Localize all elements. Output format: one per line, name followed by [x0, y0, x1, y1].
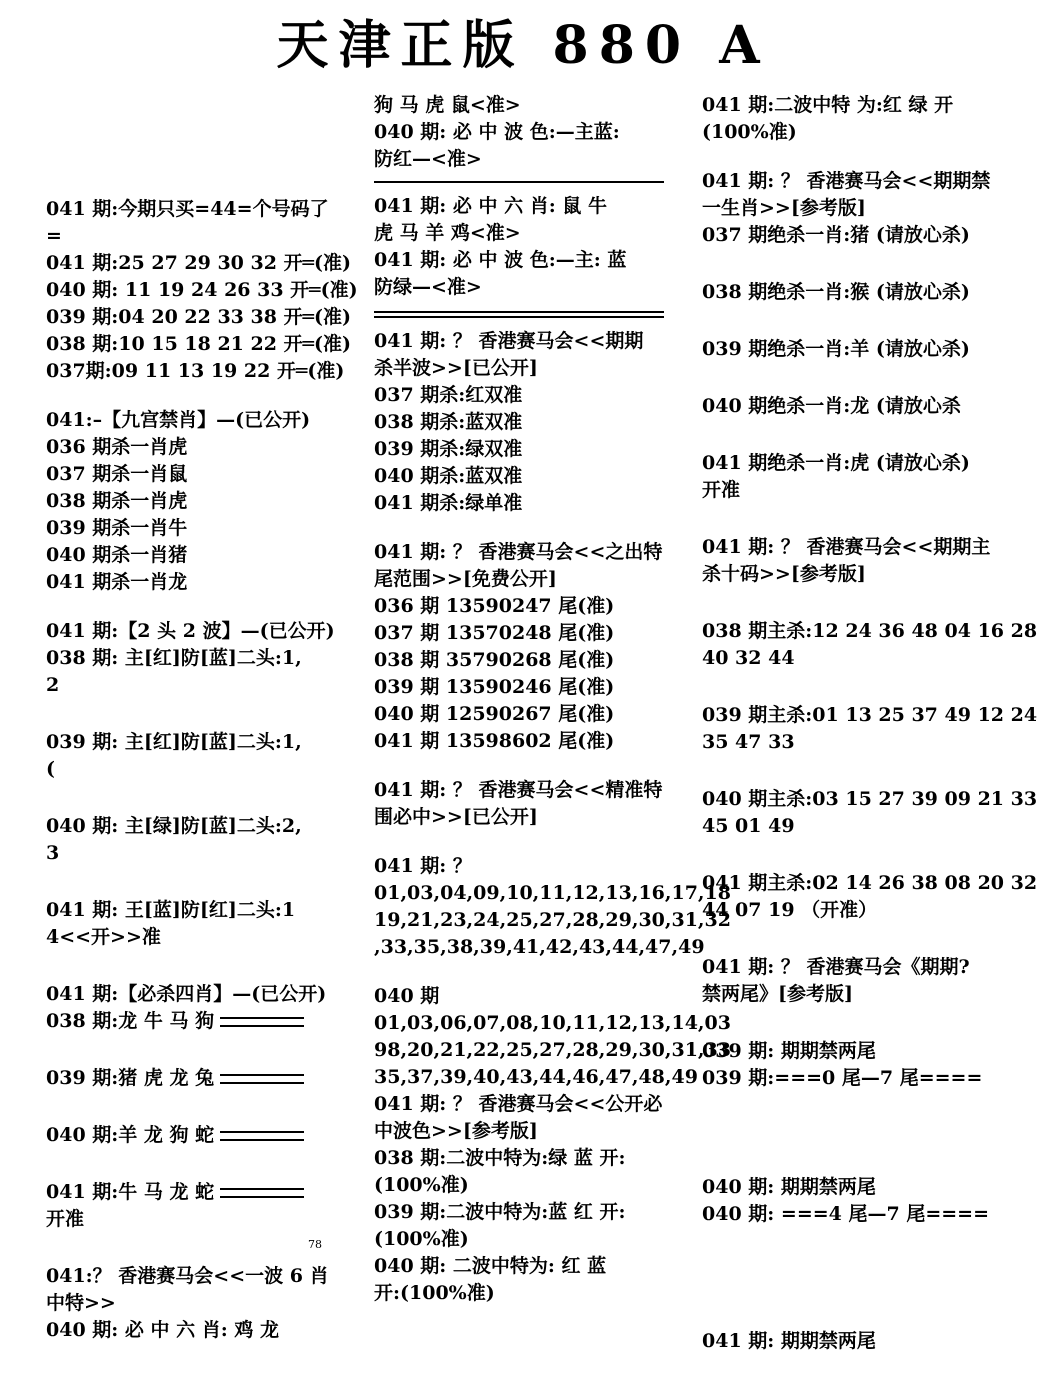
text-line-label: 038 期:龙 牛 马 狗 — [46, 1010, 215, 1032]
small-mark: 78 — [308, 1238, 322, 1251]
text-line — [46, 1122, 338, 1149]
number-line: 19,21,23,24,25,27,28,29,30,31,32 — [374, 909, 731, 931]
text-line: 040 期杀:蓝双准 — [374, 465, 523, 487]
text-line: 039 期 13590246 尾(准) — [374, 676, 615, 698]
text-line: 041 期: 必 中 波 色:—主: 蓝 — [374, 249, 627, 271]
text-line: 中特>> — [46, 1292, 116, 1314]
section-heading: 一生肖>>[参考版] — [702, 197, 866, 219]
text-line — [46, 1008, 338, 1035]
section-heading: 041 期: ？ 香港赛马会<<期期 — [374, 330, 644, 352]
double-rule — [220, 1017, 304, 1027]
text-line: 039 期:04 20 22 33 38 开═(准) — [46, 306, 351, 328]
number-line: 039 期主杀:01 13 25 37 49 12 24 — [702, 704, 1038, 726]
text-line: 039 期杀:绿双准 — [374, 438, 523, 460]
text-line: 039 期:二波中特为:蓝 红 开: — [374, 1201, 626, 1223]
text-line: 开准 — [46, 1208, 85, 1230]
text-line: 开:(100%准) — [374, 1282, 495, 1304]
text-line: 开准 — [702, 479, 741, 501]
text-line — [46, 1179, 338, 1206]
number-line: 98,20,21,22,25,27,28,29,30,31,33 — [374, 1039, 731, 1061]
text-line: 防红—<准> — [374, 148, 482, 170]
section-heading: 041:–【九宫禁肖】—(已公开) — [46, 409, 311, 431]
text-line: = — [46, 225, 62, 247]
text-line: 3 — [46, 842, 60, 864]
number-line: 01,03,06,07,08,10,11,12,13,14,03 — [374, 1012, 731, 1034]
text-line: 040 期杀一肖猪 — [46, 544, 188, 566]
section-heading: 041 期: ？ 香港赛马会<<精准特 — [374, 779, 663, 801]
text-line-label: 039 期:猪 虎 龙 兔 — [46, 1067, 215, 1089]
text-line: 037 期杀:红双准 — [374, 384, 523, 406]
text-line: 041 期:25 27 29 30 32 开═(准) — [46, 252, 351, 274]
section-heading: 禁两尾》[参考版] — [702, 983, 853, 1005]
text-line: 040 期: 必 中 波 色:—主蓝: — [374, 121, 620, 143]
text-line: 040 期: 主[绿]防[蓝]二头:2, — [46, 815, 302, 837]
text-line: 041 期: 期期禁两尾 — [702, 1330, 876, 1352]
text-line: 040 期 — [374, 985, 440, 1007]
text-line: 039 期: 主[红]防[蓝]二头:1, — [46, 731, 302, 753]
text-line: 041 期: ？ — [374, 855, 472, 877]
section-heading: 041 期: ？ 香港赛马会<<之出特 — [374, 541, 663, 563]
number-line: 35,37,39,40,43,44,46,47,48,49 — [374, 1066, 698, 1088]
text-line: 040 期: 期期禁两尾 — [702, 1176, 876, 1198]
section-heading: 041 期: ？ 香港赛马会<<期期禁 — [702, 170, 991, 192]
section-heading: 041 期:【2 头 2 波】—(已公开) — [46, 620, 335, 642]
section-heading: 041 期: ？ 香港赛马会<<公开必 — [374, 1093, 663, 1115]
text-line: 040 期: 二波中特为: 红 蓝 — [374, 1255, 607, 1277]
text-line: 041 期:二波中特 为:红 绿 开 — [702, 94, 954, 116]
number-line: 40 32 44 — [702, 647, 795, 669]
number-line: 45 01 49 — [702, 815, 795, 837]
text-line — [46, 1065, 338, 1092]
text-line: 041:？ 香港赛马会<<一波 6 肖 — [46, 1265, 329, 1287]
section-heading: 杀半波>>[已公开] — [374, 357, 538, 379]
text-line: 040 期: 必 中 六 肖: 鸡 龙 — [46, 1319, 279, 1341]
double-rule — [220, 1074, 304, 1084]
text-line: 040 期: 11 19 24 26 33 开═(准) — [46, 279, 358, 301]
section-heading: 041 期: ？ 香港赛马会《期期? — [702, 956, 970, 978]
text-line: 038 期:10 15 18 21 22 开═(准) — [46, 333, 351, 355]
number-line: 038 期主杀:12 24 36 48 04 16 28 — [702, 620, 1038, 642]
text-line: 041 期:今期只买=44=个号码了 — [46, 198, 329, 220]
number-line: 01,03,04,09,10,11,12,13,16,17,18 — [374, 882, 731, 904]
text-line: 039 期绝杀一肖:羊 (请放心杀) — [702, 338, 970, 360]
text-line: 狗 马 虎 鼠<准> — [374, 94, 521, 116]
number-line: 35 47 33 — [702, 731, 795, 753]
text-line: 虎 马 羊 鸡<准> — [374, 222, 521, 244]
double-divider — [374, 311, 664, 318]
text-line: (100%准) — [702, 121, 797, 143]
text-line: (100%准) — [374, 1228, 469, 1250]
text-line: 041 期: 必 中 六 肖: 鼠 牛 — [374, 195, 607, 217]
section-heading: 中波色>>[参考版] — [374, 1120, 538, 1142]
text-line: 039 期杀一肖牛 — [46, 517, 188, 539]
text-line: 038 期:二波中特为:绿 蓝 开: — [374, 1147, 626, 1169]
text-line: 038 期绝杀一肖:猴 (请放心杀) — [702, 281, 970, 303]
text-line: (100%准) — [374, 1174, 469, 1196]
text-line: 039 期:===0 尾—7 尾==== — [702, 1067, 983, 1089]
text-line: 041 期 13598602 尾(准) — [374, 730, 615, 752]
right-column — [702, 92, 1038, 1355]
text-line: 037 期杀一肖鼠 — [46, 463, 188, 485]
text-line: 4<<开>>准 — [46, 926, 161, 948]
section-heading: 围必中>>[已公开] — [374, 806, 538, 828]
text-line: 037 期绝杀一肖:猪 (请放心杀) — [702, 224, 970, 246]
text-line: 036 期 13590247 尾(准) — [374, 595, 615, 617]
text-line: 037 期 13570248 尾(准) — [374, 622, 615, 644]
divider — [374, 181, 664, 183]
text-line: ( — [46, 758, 55, 780]
text-line: 036 期杀一肖虎 — [46, 436, 188, 458]
text-line: 2 — [46, 674, 60, 696]
text-line: 037期:09 11 13 19 22 开═(准) — [46, 360, 345, 382]
left-column — [46, 196, 358, 1344]
section-heading: 041 期: ？ 香港赛马会<<期期主 — [702, 536, 991, 558]
text-line-label: 040 期:羊 龙 狗 蛇 — [46, 1124, 215, 1146]
text-line: 040 期绝杀一肖:龙 (请放心杀 — [702, 395, 961, 417]
number-line: ,33,35,38,39,41,42,43,44,47,49 — [374, 936, 705, 958]
text-line: 防绿—<准> — [374, 276, 482, 298]
text-line: 041 期杀:绿单准 — [374, 492, 523, 514]
number-line: 44 07 19 （开准） — [702, 899, 878, 921]
text-line: 038 期: 主[红]防[蓝]二头:1, — [46, 647, 302, 669]
text-line: 040 期: ===4 尾—7 尾==== — [702, 1203, 990, 1225]
page-title: 天津正版 880 A — [276, 15, 770, 76]
text-line: 040 期 12590267 尾(准) — [374, 703, 615, 725]
double-rule — [220, 1188, 304, 1198]
number-line: 040 期主杀:03 15 27 39 09 21 33 — [702, 788, 1038, 810]
text-line: 041 期杀一肖龙 — [46, 571, 188, 593]
number-line: 041 期主杀:02 14 26 38 08 20 32 — [702, 872, 1038, 894]
double-rule — [220, 1131, 304, 1141]
section-heading: 041 期:【必杀四肖】—(已公开) — [46, 983, 327, 1005]
text-line: 038 期杀一肖虎 — [46, 490, 188, 512]
text-line-label: 041 期:牛 马 龙 蛇 — [46, 1181, 215, 1203]
section-heading: 杀十码>>[参考版] — [702, 563, 866, 585]
text-line: 038 期杀:蓝双准 — [374, 411, 523, 433]
section-heading: 尾范围>>[免费公开] — [374, 568, 557, 590]
text-line: 039 期: 期期禁两尾 — [702, 1040, 876, 1062]
text-line: 041 期绝杀一肖:虎 (请放心杀) — [702, 452, 970, 474]
text-line: 041 期: 王[蓝]防[红]二头:1 — [46, 899, 296, 921]
text-line: 038 期 35790268 尾(准) — [374, 649, 615, 671]
